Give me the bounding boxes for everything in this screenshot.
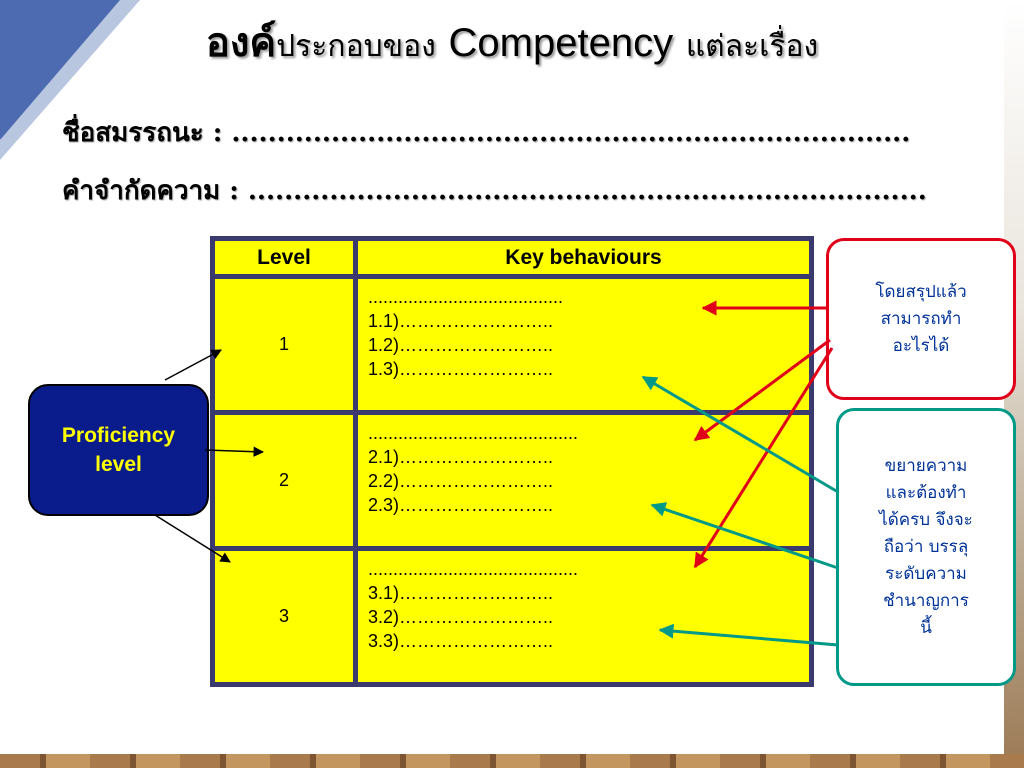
title-part-1: องค์: [205, 20, 277, 66]
behaviour-line: 2.3)……………………..: [368, 495, 554, 515]
level-cell: 1: [213, 277, 356, 413]
behaviour-line: 2.2)……………………..: [368, 471, 554, 491]
behaviour-line: 1.3)……………………..: [368, 359, 554, 379]
expand-note-line: ระดับความ: [885, 563, 967, 584]
teal-arrow-row-2: [652, 505, 838, 568]
competency-definition-field: คำจำกัดความ : ...........................................................................: [62, 176, 927, 206]
level-cell: 3: [213, 549, 356, 685]
proficiency-label-line1: Proficiency: [61, 424, 176, 447]
red-arrow-row-3: [695, 348, 832, 567]
behaviour-line: ..........................................: [368, 423, 579, 443]
summary-note-line: อะไรได้: [892, 335, 950, 356]
behaviour-line: ..........................................: [368, 559, 579, 579]
level-cell: 2: [213, 413, 356, 549]
behaviour-line: 3.2)……………………..: [368, 607, 554, 627]
behaviour-line: 1.2)……………………..: [368, 335, 554, 355]
expand-note-line: ขยายความ: [884, 455, 968, 476]
competency-name-field: ชื่อสมรรถนะ : ...........................................................................: [62, 118, 911, 148]
expand-note-line: ถือว่า บรรลุ: [883, 536, 969, 557]
title-part-3: Competency: [448, 21, 674, 65]
summary-note-line: โดยสรุปแล้ว: [875, 281, 967, 302]
expand-note-line: ได้ครบ จึงจะ: [879, 509, 973, 530]
expand-note-line: และต้องทำ: [885, 482, 967, 503]
title-part-2: ประกอบของ: [276, 29, 436, 64]
arrow-to-level-1: [165, 350, 221, 380]
behaviour-line: 1.1)……………………..: [368, 311, 554, 331]
teal-arrow-row-3: [660, 630, 838, 645]
header-level: Level: [213, 239, 356, 277]
behaviour-line: 3.1)……………………..: [368, 583, 554, 603]
teal-arrow-row-1: [643, 377, 838, 492]
header-key-behaviours: Key behaviours: [356, 239, 812, 277]
behaviour-line: 3.3)……………………..: [368, 631, 554, 651]
arrow-to-level-3: [155, 515, 230, 562]
title-part-4: แต่ละเรื่อง: [685, 29, 819, 64]
expand-note-line: ชำนาญการ: [883, 590, 969, 611]
behaviour-line: 2.1)……………………..: [368, 447, 554, 467]
arrow-to-level-2: [205, 450, 263, 452]
red-arrow-row-2: [695, 340, 830, 440]
summary-note-line: สามารถทำ: [880, 308, 962, 329]
expand-note-line: นี้: [920, 617, 932, 638]
proficiency-label-line2: level: [95, 453, 142, 476]
behaviour-line: .......................................: [368, 287, 564, 307]
